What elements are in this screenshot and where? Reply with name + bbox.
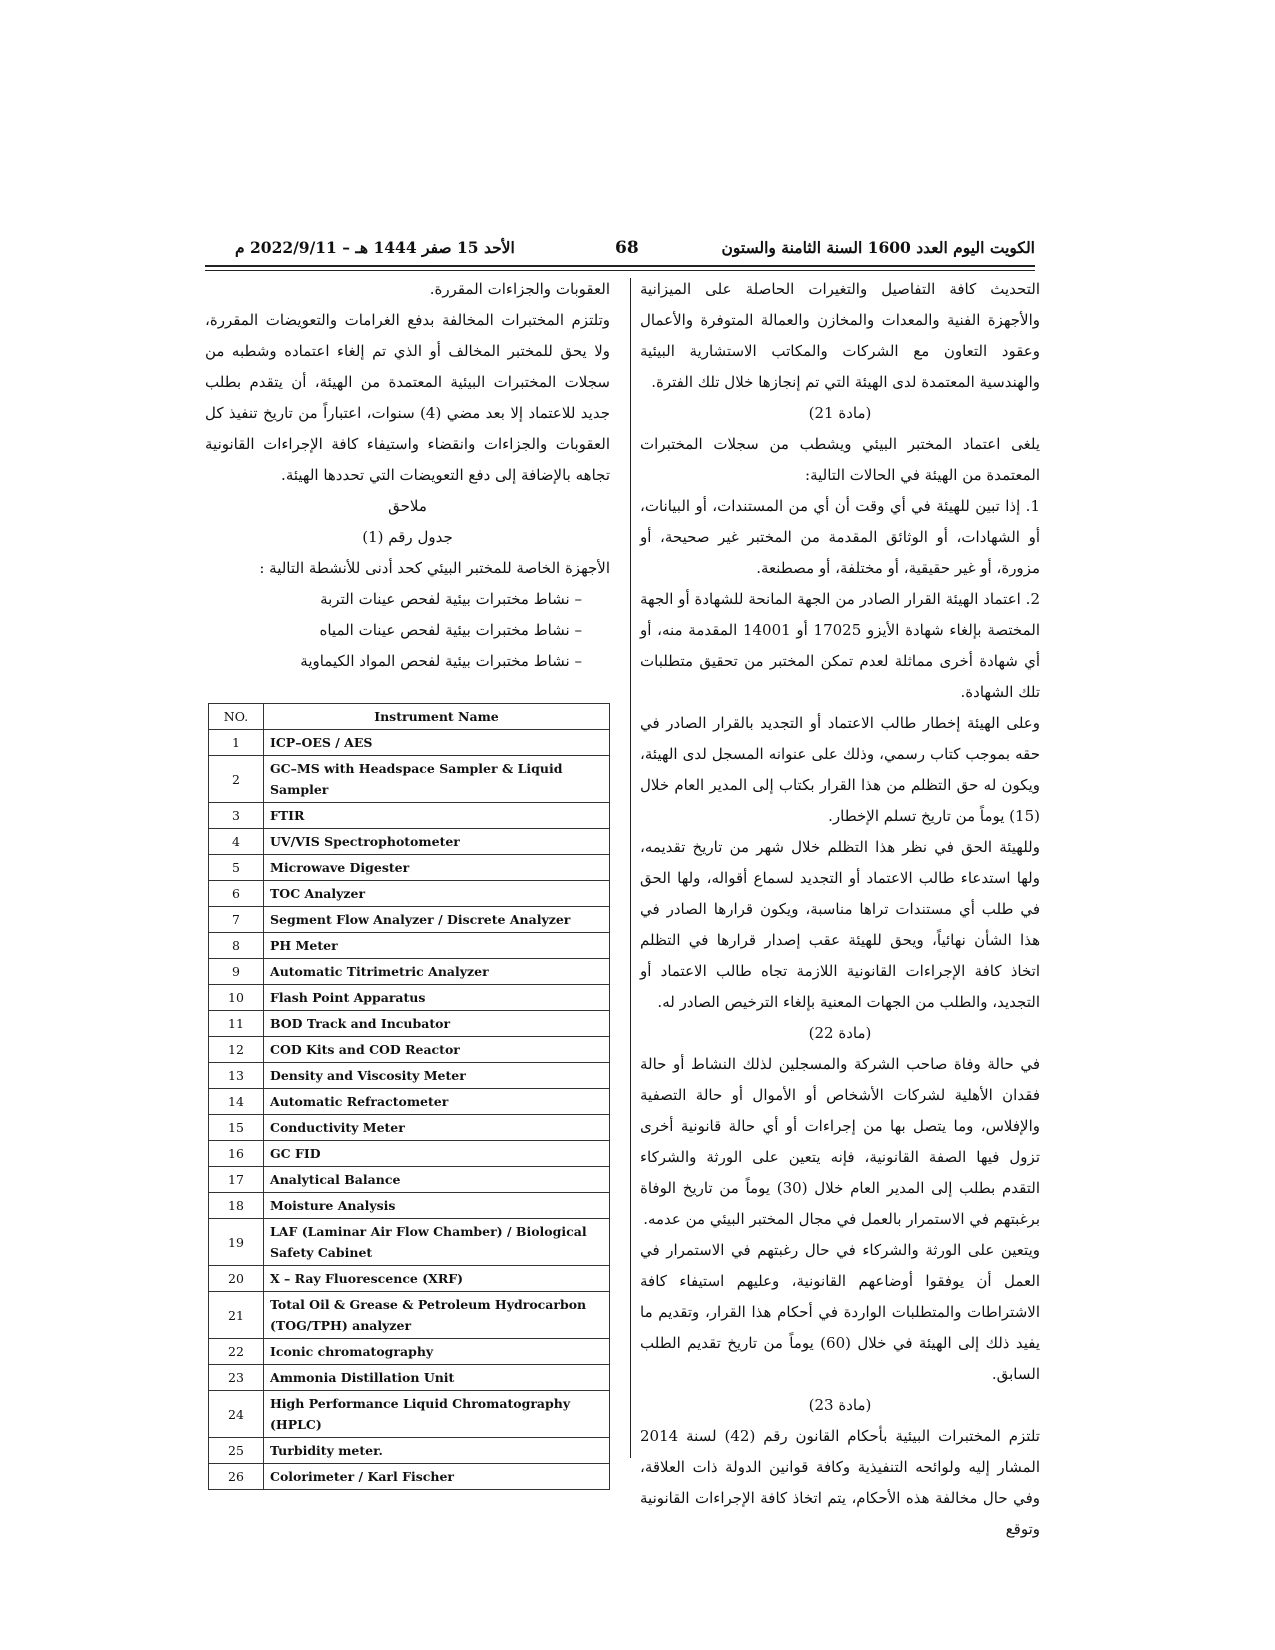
row-number: 21: [209, 1292, 264, 1339]
row-number: 23: [209, 1365, 264, 1391]
instrument-name: PH Meter: [264, 933, 610, 959]
table-row: [209, 1292, 610, 1339]
row-number: 6: [209, 881, 264, 907]
section-heading: (مادة 23): [808, 1396, 872, 1414]
table-row: [209, 1167, 610, 1193]
instrument-name: Moisture Analysis: [264, 1193, 610, 1219]
instrument-name: GC–MS with Headspace Sampler & Liquid Sampler: [264, 756, 610, 803]
row-number: 18: [209, 1193, 264, 1219]
row-number: 10: [209, 985, 264, 1011]
row-number: 15: [209, 1115, 264, 1141]
section-heading: جدول رقم (1): [362, 528, 453, 546]
row-number: 20: [209, 1266, 264, 1292]
publication-title: الكويت اليوم العدد 1600 السنة الثامنة والستون: [721, 238, 1035, 257]
paragraph: ويتعين على الورثة والشركاء في حال رغبتهم في الاستمرار في العمل أن يوفقوا أوضاعهم القانونية، وعليهم استيفاء كافة الاشتراطات والمتطلبات الواردة في أحكام هذا القرار، وتقديم ما يفيد ذلك إلى الهيئة في خلال (60) يوماً من تاريخ تقديم الطلب السابق.: [640, 1241, 1040, 1383]
row-number: 13: [209, 1063, 264, 1089]
instrument-name: FTIR: [264, 803, 610, 829]
instrument-name: LAF (Laminar Air Flow Chamber) / Biological Safety Cabinet: [264, 1219, 610, 1266]
instrument-name: ICP–OES / AES: [264, 730, 610, 756]
instrument-name: TOC Analyzer: [264, 881, 610, 907]
paragraph: التحديث كافة التفاصيل والتغيرات الحاصلة على الميزانية والأجهزة الفنية والمعدات والمخازن والعمالة المتوفرة والأعمال وعقود التعاون مع الشركات والمكاتب الاستشارية البيئية والهندسية المعتمدة لدى الهيئة التي تم إنجازها خلال تلك الفترة.: [640, 280, 1040, 391]
table-row: [209, 1115, 610, 1141]
row-number: 3: [209, 803, 264, 829]
right-column: [640, 274, 1040, 1545]
table-row: [209, 855, 610, 881]
instrument-name: Automatic Refractometer: [264, 1089, 610, 1115]
row-number: 14: [209, 1089, 264, 1115]
instrument-name: Turbidity meter.: [264, 1438, 610, 1464]
instrument-name: Segment Flow Analyzer / Discrete Analyzer: [264, 907, 610, 933]
header-instrument-name: Instrument Name: [264, 704, 610, 730]
instrument-name: High Performance Liquid Chromatography (HPLC): [264, 1391, 610, 1438]
table-row: [209, 1219, 610, 1266]
instrument-name: Iconic chromatography: [264, 1339, 610, 1365]
row-number: 1: [209, 730, 264, 756]
row-number: 2: [209, 756, 264, 803]
paragraph: الأجهزة الخاصة للمختبر البيئي كحد أدنى للأنشطة التالية :: [259, 559, 610, 577]
paragraph: في حالة وفاة صاحب الشركة والمسجلين لذلك النشاط أو حالة فقدان الأهلية لشركات الأشخاص أو الأموال أو حالة التصفية والإفلاس، وما يتصل بها من إجراءات أو أي حالة قانونية أخرى تزول فيها الصفة القانونية، فإنه يتعين على الورثة والشركاء التقدم بطلب إلى المدير العام خلال (30) يوماً من تاريخ الوفاة برغبتهم في الاستمرار بالعمل في مجال المختبر البيئي من عدمه.: [640, 1055, 1040, 1228]
table-row: [209, 1037, 610, 1063]
instrument-name: UV/VIS Spectrophotometer: [264, 829, 610, 855]
table-row: [209, 1391, 610, 1438]
page-number: 68: [615, 238, 639, 258]
column-divider: [630, 278, 631, 1458]
header-no: NO.: [209, 704, 264, 730]
header-rule-thin: [205, 270, 1035, 271]
instrument-name: GC FID: [264, 1141, 610, 1167]
instrument-name: COD Kits and COD Reactor: [264, 1037, 610, 1063]
table-body: [209, 730, 610, 1490]
paragraph: وعلى الهيئة إخطار طالب الاعتماد أو التجديد بالقرار الصادر في حقه بموجب كتاب رسمي، وذلك على عنوانه المسجل لدى الهيئة، ويكون له حق التظلم من هذا القرار بكتاب إلى المدير العام خلال (15) يوماً من تاريخ تسلم الإخطار.: [640, 714, 1040, 825]
row-number: 9: [209, 959, 264, 985]
table-row: [209, 1063, 610, 1089]
table-row: [209, 907, 610, 933]
paragraph: 1. إذا تبين للهيئة في أي وقت أن أي من المستندات، أو البيانات، أو الشهادات، أو الوثائق المقدمة من المختبر غير صحيحة، أو مزورة، أو غير حقيقية، أو مختلفة، أو مصطنعة.: [640, 497, 1040, 577]
instrument-name: Flash Point Apparatus: [264, 985, 610, 1011]
instrument-name: Density and Viscosity Meter: [264, 1063, 610, 1089]
row-number: 26: [209, 1464, 264, 1490]
table-row: [209, 985, 610, 1011]
table-row: [209, 1464, 610, 1490]
instrument-name: X – Ray Fluorescence (XRF): [264, 1266, 610, 1292]
issue-date: الأحد 15 صفر 1444 هـ – 2022/9/11 م: [235, 238, 515, 257]
row-number: 24: [209, 1391, 264, 1438]
table-row: [209, 959, 610, 985]
instrument-name: Microwave Digester: [264, 855, 610, 881]
table-row: [209, 1089, 610, 1115]
table-row: [209, 803, 610, 829]
row-number: 5: [209, 855, 264, 881]
row-number: 22: [209, 1339, 264, 1365]
instrument-name: Colorimeter / Karl Fischer: [264, 1464, 610, 1490]
row-number: 16: [209, 1141, 264, 1167]
paragraph: وللهيئة الحق في نظر هذا التظلم خلال شهر من تاريخ تقديمه، ولها استدعاء طالب الاعتماد أو التجديد لسماع أقواله، ولها الحق في طلب أي مستندات تراها مناسبة، ويكون قرارها الصادر في هذا الشأن نهائياً، ويحق للهيئة عقب إصدار قرارها في التظلم اتخاذ كافة الإجراءات القانونية اللازمة تجاه طالب الاعتماد أو التجديد، والطلب من الجهات المعنية بإلغاء الترخيص الصادر له.: [640, 838, 1040, 1011]
table-row: [209, 1141, 610, 1167]
row-number: 17: [209, 1167, 264, 1193]
instrument-name: Conductivity Meter: [264, 1115, 610, 1141]
table-row: [209, 933, 610, 959]
row-number: 7: [209, 907, 264, 933]
row-number: 12: [209, 1037, 264, 1063]
left-column: [205, 274, 610, 677]
list-item: – نشاط مختبرات بيئية لفحص عينات التربة: [320, 590, 582, 608]
section-heading: (مادة 21): [808, 404, 872, 422]
list-item: – نشاط مختبرات بيئية لفحص المواد الكيماوية: [300, 652, 582, 670]
table-header-row: [209, 704, 610, 730]
paragraph: تلتزم المختبرات البيئية بأحكام القانون رقم (42) لسنة 2014 المشار إليه ولوائحه التنفيذية وكافة قوانين الدولة ذات العلاقة، وفي حال مخالفة هذه الأحكام، يتم اتخاذ كافة الإجراءات القانونية وتوقع: [640, 1427, 1040, 1538]
header-rule: [205, 265, 1035, 267]
row-number: 19: [209, 1219, 264, 1266]
table-row: [209, 1011, 610, 1037]
instrument-name: Analytical Balance: [264, 1167, 610, 1193]
instrument-name: BOD Track and Incubator: [264, 1011, 610, 1037]
row-number: 8: [209, 933, 264, 959]
table-row: [209, 1365, 610, 1391]
instrument-name: Total Oil & Grease & Petroleum Hydrocarbon (TOG/TPH) analyzer: [264, 1292, 610, 1339]
paragraph: العقوبات والجزاءات المقررة.: [429, 280, 610, 298]
table-row: [209, 829, 610, 855]
paragraph: يلغى اعتماد المختبر البيئي ويشطب من سجلات المختبرات المعتمدة من الهيئة في الحالات التالية:: [640, 435, 1040, 484]
instrument-table: [208, 703, 610, 1490]
instrument-name: Ammonia Distillation Unit: [264, 1365, 610, 1391]
row-number: 4: [209, 829, 264, 855]
table-row: [209, 756, 610, 803]
row-number: 25: [209, 1438, 264, 1464]
table-row: [209, 1438, 610, 1464]
section-heading: ملاحق: [388, 497, 427, 515]
table-row: [209, 1339, 610, 1365]
list-item: – نشاط مختبرات بيئية لفحص عينات المياه: [319, 621, 582, 639]
table-row: [209, 1193, 610, 1219]
row-number: 11: [209, 1011, 264, 1037]
paragraph: 2. اعتماد الهيئة القرار الصادر من الجهة المانحة للشهادة أو الجهة المختصة بإلغاء شهادة الأيزو 17025 أو 14001 المقدمة منه، أو أي شهادة أخرى مماثلة لعدم تمكن المختبر من تحقيق متطلبات تلك الشهادة.: [640, 590, 1040, 701]
instrument-name: Automatic Titrimetric Analyzer: [264, 959, 610, 985]
table-row: [209, 881, 610, 907]
table-row: [209, 1266, 610, 1292]
paragraph: وتلتزم المختبرات المخالفة بدفع الغرامات والتعويضات المقررة، ولا يحق للمختبر المخالف أو الذي تم إلغاء اعتماده وشطبه من سجلات المختبرات البيئية المعتمدة من الهيئة، أن يتقدم بطلب جديد للاعتماد إلا بعد مضي (4) سنوات، اعتباراً من تاريخ تنفيذ كل العقوبات والجزاءات وانقضاء واستيفاء كافة الإجراءات القانونية تجاهه بالإضافة إلى دفع التعويضات التي تحددها الهيئة.: [205, 311, 610, 484]
table-row: [209, 730, 610, 756]
section-heading: (مادة 22): [808, 1024, 872, 1042]
